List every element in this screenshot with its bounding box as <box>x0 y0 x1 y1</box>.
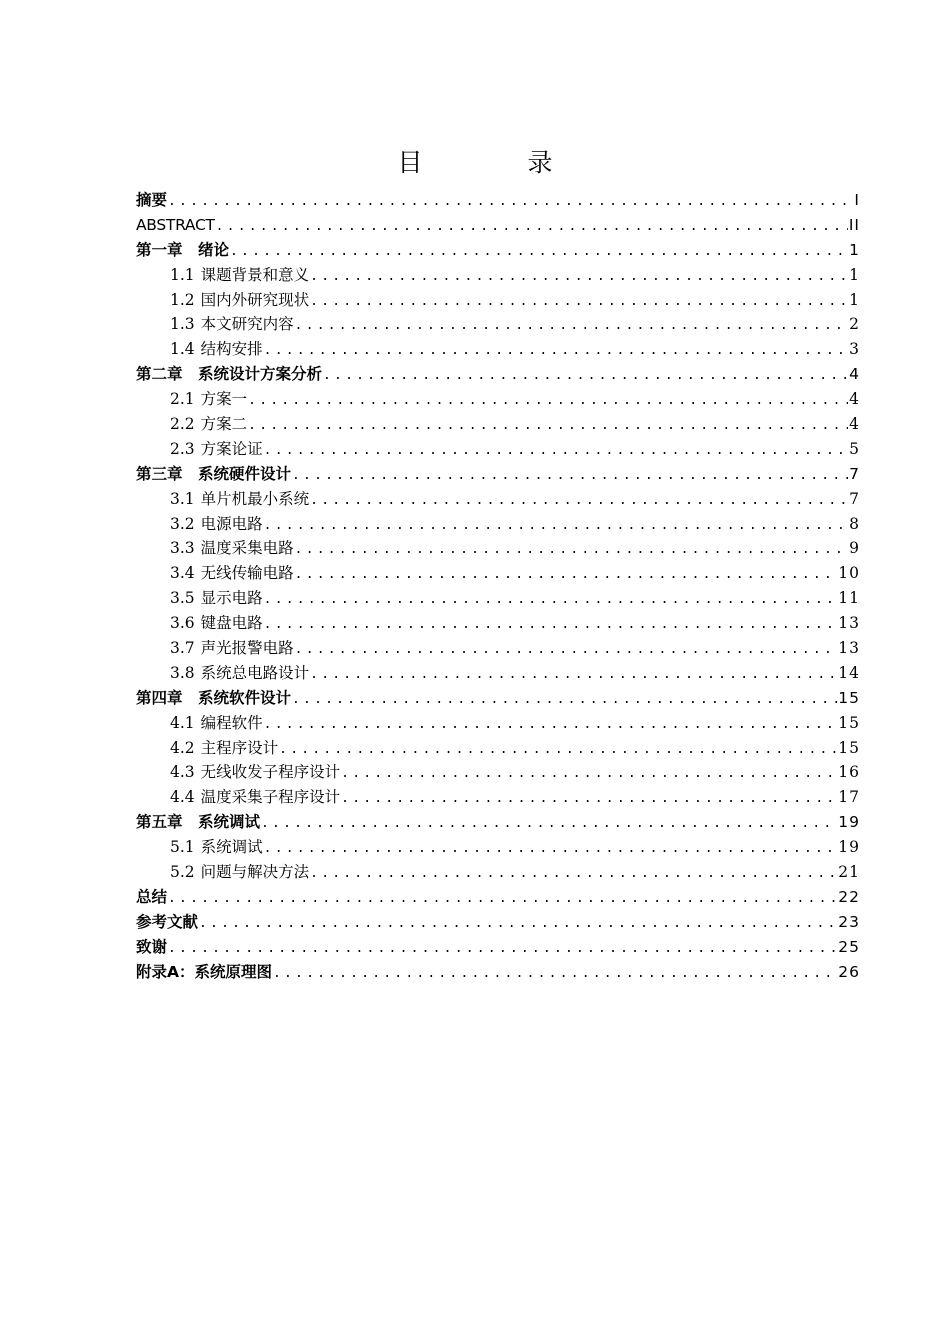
dot-leader <box>168 937 837 962</box>
toc-entry[interactable] <box>136 387 860 412</box>
toc-entry-label <box>136 810 260 835</box>
toc-entry-label <box>136 238 229 263</box>
toc-entry[interactable] <box>136 586 860 611</box>
toc-entry-label <box>136 686 291 711</box>
toc-entry-page-number: 19 <box>838 813 860 832</box>
toc-entry-text: 结构安排 <box>200 340 263 359</box>
toc-entry-label <box>170 487 309 512</box>
dot-leader <box>216 215 848 240</box>
dot-leader <box>248 414 848 439</box>
toc-entry-text: 无线收发子程序设计 <box>200 763 341 782</box>
toc-entry-number: 4.4 <box>170 788 195 807</box>
toc-entry[interactable] <box>136 188 860 213</box>
toc-entry-label <box>136 910 198 935</box>
toc-entry-page-number: 22 <box>838 887 860 906</box>
toc-entry-label <box>170 760 340 785</box>
toc-entry[interactable] <box>136 412 860 437</box>
toc-entry-label <box>170 312 294 337</box>
toc-entry[interactable] <box>136 785 860 810</box>
toc-entry[interactable] <box>136 487 860 512</box>
toc-entry-label <box>136 213 215 238</box>
toc-entry-label <box>170 337 263 362</box>
toc-entry-number: 3.7 <box>170 639 195 658</box>
toc-entry-page-number: 17 <box>838 788 860 807</box>
toc-entry-label <box>170 661 309 686</box>
toc-entry-page-number: 26 <box>838 962 860 981</box>
toc-entry-label <box>170 536 294 561</box>
toc-entry[interactable] <box>136 213 860 238</box>
dot-leader <box>264 514 848 539</box>
toc-entry-text: 本文研究内容 <box>200 315 294 334</box>
toc-entry-number: 4.2 <box>170 738 195 757</box>
toc-entry-text: 总结 <box>136 887 168 906</box>
toc-entry-label <box>136 362 322 387</box>
dot-leader <box>248 389 848 414</box>
toc-entry-text: 系统总电路设计 <box>200 663 310 682</box>
toc-entry-page-number: 15 <box>838 713 860 732</box>
dot-leader <box>310 862 837 887</box>
toc-entry[interactable] <box>136 288 860 313</box>
toc-entry-number: 3.3 <box>170 539 195 558</box>
toc-entry-number: 4.1 <box>170 713 195 732</box>
toc-entry-page-number: 4 <box>849 415 860 434</box>
dot-leader <box>292 688 837 713</box>
toc-entry-page-number: 1 <box>849 240 860 259</box>
toc-entry-text: 附录A：系统原理图 <box>136 962 272 981</box>
toc-entry-label <box>136 960 272 985</box>
toc-entry-number: 2.2 <box>170 415 195 434</box>
dot-leader <box>310 663 837 688</box>
toc-entry[interactable] <box>136 760 860 785</box>
dot-leader <box>341 762 837 787</box>
toc-entry-page-number: 23 <box>838 912 860 931</box>
toc-entry-text: 显示电路 <box>200 589 263 608</box>
toc-entry-page-number: 19 <box>838 838 860 857</box>
toc-entry[interactable] <box>136 263 860 288</box>
toc-entry-text: 方案二 <box>200 415 248 434</box>
toc-entry-text: 课题背景和意义 <box>200 265 310 284</box>
toc-entry-label <box>136 935 167 960</box>
dot-leader <box>310 265 848 290</box>
toc-entry-number: 3.8 <box>170 663 195 682</box>
toc-entry-text: 第二章 系统设计方案分析 <box>136 365 323 384</box>
dot-leader <box>264 613 838 638</box>
toc-entry-label <box>170 387 247 412</box>
toc-entry[interactable] <box>136 960 860 985</box>
toc-entry-page-number: 14 <box>838 663 860 682</box>
dot-leader <box>273 962 837 987</box>
toc-entry[interactable] <box>136 885 860 910</box>
toc-entry[interactable] <box>136 437 860 462</box>
toc-entry-text: 致谢 <box>136 937 168 956</box>
toc-entry[interactable] <box>136 561 860 586</box>
toc-entry-number: 1.1 <box>170 265 195 284</box>
toc-entry[interactable] <box>136 810 860 835</box>
toc-entry-page-number: 16 <box>838 763 860 782</box>
toc-entry-text: 方案论证 <box>200 439 263 458</box>
toc-entry[interactable] <box>136 238 860 263</box>
toc-entry-text: 方案一 <box>200 390 248 409</box>
toc-entry-label <box>170 437 263 462</box>
toc-entry-text: 参考文献 <box>136 912 199 931</box>
toc-entry-number: 1.4 <box>170 340 195 359</box>
toc-entry-label <box>170 512 263 537</box>
dot-leader <box>341 787 837 812</box>
toc-entry[interactable] <box>136 910 860 935</box>
toc-entry-label <box>170 636 294 661</box>
toc-entry-page-number: 13 <box>838 639 860 658</box>
dot-leader <box>264 837 838 862</box>
toc-entry-label <box>136 885 167 910</box>
dot-leader <box>310 489 848 514</box>
toc-entry-text: 国内外研究现状 <box>200 290 310 309</box>
dot-leader <box>292 464 848 489</box>
toc-entry[interactable] <box>136 337 860 362</box>
toc-entry-label <box>136 462 291 487</box>
dot-leader <box>264 588 838 613</box>
dot-leader <box>264 339 848 364</box>
toc-entry-page-number: 4 <box>849 390 860 409</box>
toc-entry-page-number: 1 <box>849 290 860 309</box>
page-title: 目 录 <box>397 148 593 177</box>
toc-entry-text: 系统调试 <box>200 838 263 857</box>
toc-entry-page-number: 7 <box>849 464 860 483</box>
toc-entry-number: 4.3 <box>170 763 195 782</box>
toc-entry-text: 键盘电路 <box>200 614 263 633</box>
dot-leader <box>279 738 837 763</box>
toc-entry-number: 2.1 <box>170 390 195 409</box>
toc-entry-text: 无线传输电路 <box>200 564 294 583</box>
toc-entry-text: 第三章 系统硬件设计 <box>136 464 292 483</box>
toc-entry-page-number: 9 <box>849 539 860 558</box>
toc-entry-text: 电源电路 <box>200 514 263 533</box>
toc-entry[interactable] <box>136 512 860 537</box>
dot-leader <box>168 190 853 215</box>
toc-entry-label <box>170 860 309 885</box>
toc-entry-page-number: 5 <box>849 439 860 458</box>
toc-entry-page-number: I <box>854 191 860 209</box>
toc-entry-number: 1.3 <box>170 315 195 334</box>
toc-entry-page-number: II <box>848 215 860 234</box>
toc-entry-number: 3.6 <box>170 614 195 633</box>
toc-entry-label <box>170 288 309 313</box>
toc-entry-number: 5.1 <box>170 838 195 857</box>
toc-entry-text: ABSTRACT <box>136 215 215 234</box>
toc-entry-text: 问题与解决方法 <box>200 863 310 882</box>
toc-entry-page-number: 3 <box>849 340 860 359</box>
dot-leader <box>261 812 837 837</box>
toc-entry-text: 声光报警电路 <box>200 639 294 658</box>
toc-entry-number: 2.3 <box>170 439 195 458</box>
toc-entry[interactable] <box>136 611 860 636</box>
toc-entry-number: 3.5 <box>170 589 195 608</box>
toc-entry-page-number: 7 <box>849 489 860 508</box>
dot-leader <box>295 314 848 339</box>
dot-leader <box>310 290 848 315</box>
toc-entry[interactable] <box>136 312 860 337</box>
toc-entry-page-number: 1 <box>849 265 860 284</box>
dot-leader <box>295 638 838 663</box>
toc-entry-text: 主程序设计 <box>200 738 279 757</box>
toc-entry-page-number: 25 <box>838 937 860 956</box>
toc-entry-label <box>170 736 278 761</box>
toc-entry-text: 摘要 <box>136 191 168 209</box>
toc-entry-text: 单片机最小系统 <box>200 489 310 508</box>
toc-entry-page-number: 10 <box>838 564 860 583</box>
toc-entry[interactable] <box>136 935 860 960</box>
toc-entry[interactable] <box>136 686 860 711</box>
toc-entry-text: 第一章 绪论 <box>136 240 230 259</box>
toc-entry-number: 3.2 <box>170 514 195 533</box>
toc-entry[interactable] <box>136 462 860 487</box>
toc-entry-page-number: 8 <box>849 514 860 533</box>
toc-entry[interactable] <box>136 536 860 561</box>
dot-leader <box>168 887 837 912</box>
dot-leader <box>264 713 838 738</box>
toc-entry[interactable] <box>136 636 860 661</box>
dot-leader <box>264 439 848 464</box>
dot-leader <box>199 912 837 937</box>
toc-entry-number: 3.1 <box>170 489 195 508</box>
toc-entry-label <box>170 561 294 586</box>
toc-entry-text: 温度采集电路 <box>200 539 294 558</box>
toc-entry[interactable] <box>136 362 860 387</box>
toc-entry[interactable] <box>136 860 860 885</box>
toc-entry[interactable] <box>136 736 860 761</box>
toc-entry-number: 5.2 <box>170 863 195 882</box>
dot-leader <box>230 240 848 265</box>
toc-entry-page-number: 4 <box>849 365 860 384</box>
toc-entry-page-number: 2 <box>849 315 860 334</box>
toc-entry-page-number: 11 <box>838 589 860 608</box>
toc-entry-label <box>170 611 263 636</box>
toc-entry[interactable] <box>136 835 860 860</box>
toc-entry-label <box>170 711 263 736</box>
toc-entry-page-number: 13 <box>838 614 860 633</box>
toc-entry-text: 第五章 系统调试 <box>136 813 261 832</box>
toc-entry[interactable] <box>136 711 860 736</box>
toc-entry-number: 3.4 <box>170 564 195 583</box>
toc-entry-text: 编程软件 <box>200 713 263 732</box>
toc-entry-text: 第四章 系统软件设计 <box>136 688 292 707</box>
toc-entry-label <box>170 586 263 611</box>
toc-entry[interactable] <box>136 661 860 686</box>
toc-entry-label <box>170 412 247 437</box>
dot-leader <box>323 364 848 389</box>
toc-entry-page-number: 15 <box>838 688 860 707</box>
toc-entry-text: 温度采集子程序设计 <box>200 788 341 807</box>
toc-entry-label <box>170 785 340 810</box>
dot-leader <box>295 538 848 563</box>
toc-entry-page-number: 21 <box>838 863 860 882</box>
toc-entry-page-number: 15 <box>838 738 860 757</box>
toc-entry-label <box>136 188 167 213</box>
toc-entry-label <box>170 835 263 860</box>
table-of-contents <box>136 188 860 985</box>
toc-entry-number: 1.2 <box>170 290 195 309</box>
dot-leader <box>295 563 838 588</box>
toc-entry-label <box>170 263 309 288</box>
